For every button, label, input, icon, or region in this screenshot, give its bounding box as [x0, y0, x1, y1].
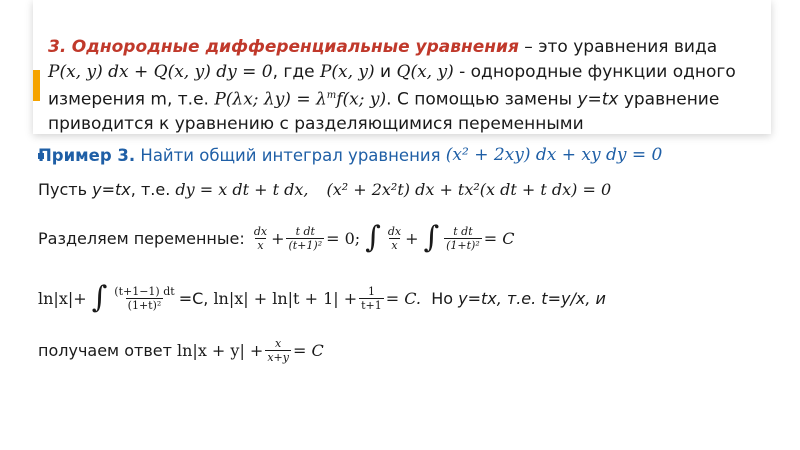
homogeneity-equation: P(λx; λy) = λ	[214, 89, 327, 110]
frac-num: x	[275, 337, 282, 350]
equals-c-text: =C,	[178, 288, 214, 308]
text-but: Но	[421, 288, 459, 308]
general-equation: P(x, y) dx + Q(x, y) dy = 0	[48, 61, 273, 82]
text-and: и	[374, 61, 397, 82]
equals-zero: = 0;	[326, 228, 361, 248]
example-equation: (x² + 2xy) dx + xy dy = 0	[445, 145, 663, 165]
example-line	[38, 145, 662, 165]
answer-ln-expression: ln|x + y| +	[177, 341, 264, 360]
differential-dy: dy = x dt + t dx,	[175, 180, 309, 199]
separation-line	[38, 220, 515, 255]
frac-den: x	[257, 238, 264, 252]
accent-bar	[33, 70, 40, 101]
answer-line	[38, 337, 324, 364]
plus-sign: +	[271, 228, 285, 248]
text-let: Пусть	[38, 180, 93, 199]
answer-fraction	[265, 337, 291, 364]
definition-line3c: уравнение	[618, 89, 720, 110]
homogeneity-rhs: f(x; y)	[336, 89, 387, 110]
function-q: Q(x, y)	[396, 61, 454, 82]
equals-c: = C.	[385, 288, 422, 308]
example-task: Найти общий интеграл уравнения	[135, 145, 446, 165]
ln-expression: ln|x| + ln|t + 1| +	[213, 288, 358, 308]
fraction-integrand	[112, 285, 176, 312]
separation-label: Разделяем переменные:	[38, 228, 250, 248]
substituted-equation: (x² + 2x²t) dx + tx²(x dt + t dx) = 0	[326, 180, 612, 199]
frac-num: dx	[253, 224, 268, 238]
section-title: Однородные дифференциальные уравнения	[71, 37, 519, 57]
frac-num: t dt	[453, 224, 473, 238]
fraction-dx-x	[252, 225, 269, 252]
text-ie: , т.е.	[130, 180, 176, 199]
frac-den: x+y	[267, 351, 289, 364]
definition-line3a: измерения m, т.е.	[48, 89, 215, 110]
frac-den: x	[391, 238, 398, 252]
function-p: P(x, y)	[319, 61, 375, 82]
fraction-one-over	[359, 285, 384, 312]
frac-num: t dt	[295, 224, 315, 238]
integral-sign: ∫	[365, 220, 381, 255]
equals-c: = C	[483, 228, 515, 248]
section-number: 3.	[48, 37, 67, 57]
ln-x: ln|x|+	[38, 288, 87, 308]
answer-label: получаем ответ	[38, 341, 177, 360]
definition-line3b: . С помощью замены	[386, 89, 578, 110]
integration-line	[38, 280, 606, 315]
fraction-tdt	[286, 225, 324, 252]
frac-num: dx	[387, 224, 402, 238]
frac-den: (1+t)²	[446, 238, 480, 252]
fraction-dx-x-int	[386, 225, 403, 252]
frac-den: (t+1)²	[288, 238, 323, 252]
example-label: Пример 3.	[38, 145, 136, 165]
text-where: , где	[272, 61, 320, 82]
frac-num: (t+1−1) dt	[114, 284, 175, 298]
answer-equals-c: = C	[292, 341, 324, 360]
substitution-line	[38, 180, 611, 199]
frac-num: 1	[367, 284, 375, 298]
definition-desc: - однородные функции одного	[453, 61, 736, 82]
step1-substitution: y=tx	[92, 180, 131, 199]
substitution: y=tx	[577, 89, 619, 110]
integral-sign: ∫	[423, 220, 440, 255]
definition-intro: – это уравнения вида	[518, 37, 718, 57]
frac-den: (1+t)²	[127, 298, 162, 312]
definition-line4: приводится к уравнению с разделяющимися переменными	[48, 114, 584, 135]
definition-text	[48, 35, 763, 137]
homogeneity-power: m	[326, 90, 337, 101]
frac-den: t+1	[361, 298, 382, 312]
back-substitution: y=tx, т.е. t=y/x, и	[458, 288, 606, 308]
integral-sign: ∫	[91, 280, 108, 315]
plus-sign: +	[405, 228, 419, 248]
fraction-tdt-int	[444, 225, 482, 252]
